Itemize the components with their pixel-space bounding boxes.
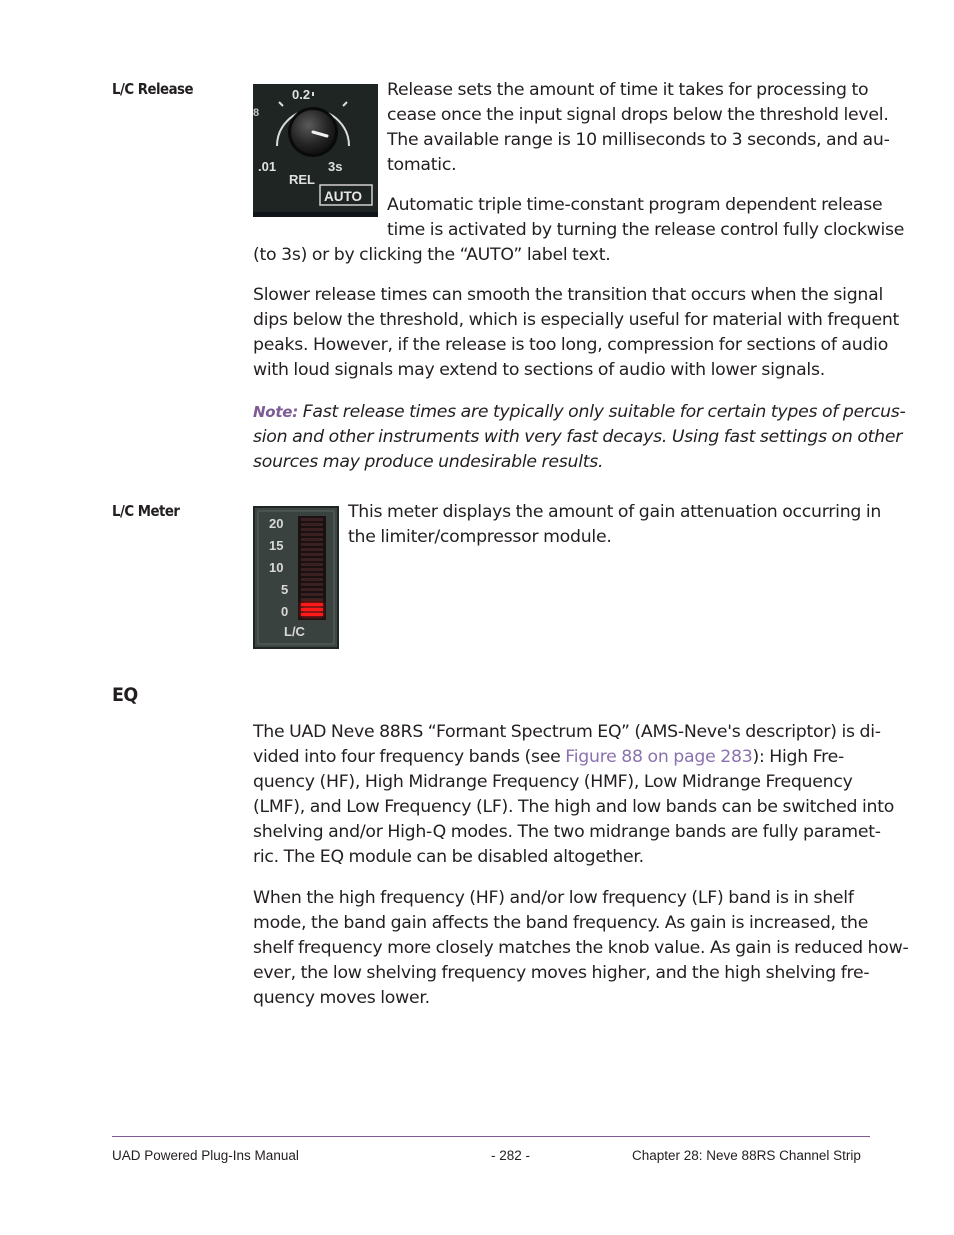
meter-led	[301, 588, 323, 591]
release-label-top: 0.2	[292, 87, 311, 102]
text-line: Fast release times are typically only suitable for certain types of percus-	[297, 402, 906, 422]
release-note	[253, 400, 906, 475]
meter-led-lit	[301, 613, 323, 616]
release-label-name: REL	[289, 172, 315, 187]
footer-page-number: - 282 -	[491, 1148, 531, 1163]
note-label: Note:	[253, 403, 298, 421]
text-line: Release sets the amount of time it takes for processing to	[387, 80, 869, 100]
release-paragraph-2b	[253, 243, 611, 268]
release-knob-image	[253, 84, 378, 217]
text-line: Slower release times can smooth the transition that occurs when the signal	[253, 285, 884, 305]
meter-led	[301, 528, 323, 531]
text-line: sion and other instruments with very fast decays. Using fast settings on other	[253, 427, 903, 447]
release-paragraph-2a	[387, 193, 904, 243]
lc-meter-graphic	[255, 508, 337, 647]
meter-led	[301, 598, 323, 601]
text-line: quency moves lower.	[253, 988, 430, 1008]
eq-heading: EQ	[112, 684, 138, 706]
text-line: ever, the low shelving frequency moves higher, and the high shelving fre-	[253, 963, 870, 983]
svg-text:8: 8	[253, 107, 260, 119]
meter-led	[301, 543, 323, 546]
text-line: with loud signals may extend to sections of audio with lower signals.	[253, 360, 825, 380]
footer-chapter: Chapter 28: Neve 88RS Channel Strip	[632, 1148, 861, 1163]
meter-led	[301, 583, 323, 586]
eq-paragraph-2	[253, 886, 908, 1011]
meter-led	[301, 593, 323, 596]
release-heading: L/C Release	[112, 80, 194, 98]
release-label-left: .01	[258, 159, 277, 174]
meter-led	[301, 578, 323, 581]
release-paragraph-1	[387, 78, 890, 178]
meter-led	[301, 563, 323, 566]
text-line: quency (HF), High Midrange Frequency (HMF), Low Midrange Frequency	[253, 772, 853, 792]
release-knob-graphic	[253, 84, 378, 217]
text-line: time is activated by turning the release control fully clockwise	[387, 220, 905, 240]
text-line: the limiter/compressor module.	[348, 527, 612, 547]
release-label-right: 3s	[328, 159, 343, 174]
meter-led	[301, 518, 323, 521]
meter-led	[301, 573, 323, 576]
text-fragment: ): High Fre-	[752, 747, 844, 767]
text-line: The UAD Neve 88RS “Formant Spectrum EQ” (AMS-Neve's descriptor) is di-	[253, 722, 881, 742]
text-line: This meter displays the amount of gain attenuation occurring in	[348, 502, 882, 522]
lc-meter-image	[253, 506, 339, 649]
meter-scale-10: 10	[269, 560, 284, 575]
meter-led	[301, 568, 323, 571]
meter-paragraph	[348, 500, 881, 550]
meter-scale-0: 0	[281, 604, 289, 619]
auto-button[interactable]: AUTO	[324, 189, 363, 204]
meter-led	[301, 553, 323, 556]
eq-paragraph-1	[253, 720, 894, 870]
meter-scale-15: 15	[269, 538, 284, 553]
text-line: When the high frequency (HF) and/or low frequency (LF) band is in shelf	[253, 888, 854, 908]
meter-led	[301, 523, 323, 526]
meter-scale-20: 20	[269, 516, 284, 531]
text-line: sources may produce undesirable results.	[253, 452, 604, 472]
meter-led	[301, 548, 323, 551]
text-line: Automatic triple time-constant program dependent release	[387, 195, 883, 215]
footer-manual-title: UAD Powered Plug-Ins Manual	[112, 1148, 299, 1163]
text-line: tomatic.	[387, 155, 457, 175]
text-line: ric. The EQ module can be disabled altogether.	[253, 847, 644, 867]
text-line: shelf frequency more closely matches the knob value. As gain is reduced how-	[253, 938, 909, 958]
text-line: (LMF), and Low Frequency (LF). The high and low bands can be switched into	[253, 797, 895, 817]
meter-led	[301, 538, 323, 541]
meter-scale-5: 5	[281, 582, 289, 597]
text-line: The available range is 10 milliseconds to 3 seconds, and au-	[387, 130, 890, 150]
release-paragraph-3	[253, 283, 899, 383]
meter-name: L/C	[284, 624, 305, 639]
text-fragment: vided into four frequency bands (see	[253, 747, 566, 767]
meter-led-lit	[301, 608, 323, 611]
text-line: dips below the threshold, which is especially useful for material with frequent	[253, 310, 900, 330]
meter-heading: L/C Meter	[112, 502, 180, 520]
footer-rule	[112, 1136, 870, 1137]
text-line: shelving and/or High-Q modes. The two midrange bands are fully paramet-	[253, 822, 881, 842]
figure-88-link[interactable]: Figure 88 on page 283	[565, 747, 753, 767]
text-line: (to 3s) or by clicking the “AUTO” label text.	[253, 245, 611, 265]
meter-led-lit	[301, 603, 323, 606]
meter-led	[301, 558, 323, 561]
text-line: cease once the input signal drops below the threshold level.	[387, 105, 889, 125]
text-line: peaks. However, if the release is too long, compression for sections of audio	[253, 335, 889, 355]
text-line: mode, the band gain affects the band frequency. As gain is increased, the	[253, 913, 869, 933]
meter-led	[301, 533, 323, 536]
